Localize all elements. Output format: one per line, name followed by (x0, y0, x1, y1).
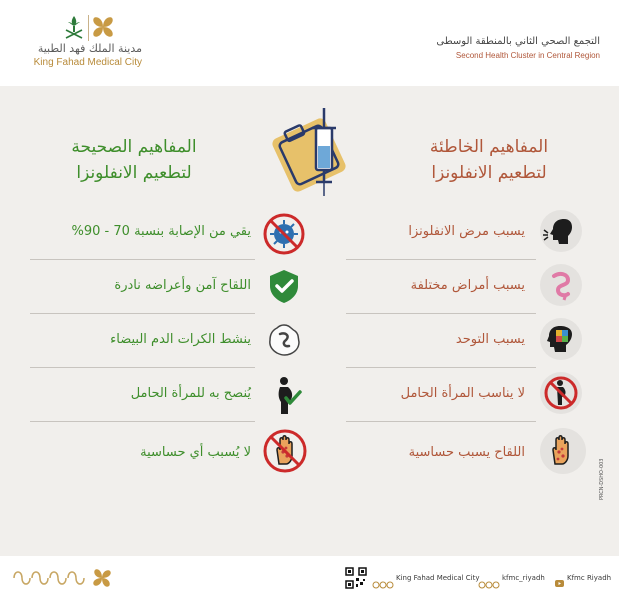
correct-text-5: لا يُسبب أي حساسية (140, 445, 251, 460)
footer-pattern (10, 566, 120, 590)
cluster-name-ar: التجمع الصحي الثاني بالمنطقة الوسطى (436, 36, 600, 47)
misconceptions-title-line1: المفاهيم الخاطئة (429, 137, 549, 157)
cluster-name-en: Second Health Cluster in Central Region (455, 51, 600, 60)
puzzle-head-icon (540, 318, 582, 360)
correct-text-4: يُنصح به للمرأة الحامل (130, 386, 251, 401)
no-pregnant-icon (540, 372, 582, 414)
misconception-text-5: اللقاح يسبب حساسية (408, 445, 525, 460)
row-divider (30, 259, 255, 260)
row-divider (346, 259, 536, 260)
correct-text-1: يقي من الإصابة بنسبة 70 - 90% (71, 224, 251, 239)
pregnant-check-icon (268, 374, 304, 418)
cluster-logo (380, 36, 600, 66)
youtube-icon (555, 573, 564, 582)
shield-check-icon (264, 266, 304, 306)
sneezing-head-icon (540, 210, 582, 252)
misconception-text-1: يسبب مرض الانفلونزا (408, 224, 525, 239)
social-icons-handle (478, 574, 500, 593)
no-allergy-icon (262, 428, 308, 474)
allergy-hand-icon (540, 428, 586, 474)
kfmc-logo (22, 14, 142, 70)
no-virus-icon (262, 212, 306, 256)
row-divider (30, 421, 255, 422)
vaccine-syringe-icon (266, 100, 366, 200)
saudi-emblem-icon (62, 14, 86, 40)
social-media-icons (478, 581, 500, 589)
footer-riyadh: Kfmc Riyadh (567, 574, 612, 582)
qr-code (345, 567, 367, 589)
correct-title-line1: المفاهيم الصحيحة (71, 137, 197, 157)
logo-divider (88, 15, 89, 41)
footer-kfmc-label: King Fahad Medical City (396, 574, 480, 582)
row-divider (30, 313, 255, 314)
footer-handle: kfmc_riyadh (502, 574, 545, 582)
correct-text-3: ينشط الكرات الدم البيضاء (110, 332, 251, 347)
misconceptions-title-line2: لتطعيم الانفلونزا (431, 163, 547, 183)
web-icons (372, 581, 394, 589)
row-divider (346, 367, 536, 368)
kfmc-name-en: King Fahad Medical City (33, 57, 142, 68)
row-divider (30, 367, 255, 368)
misconception-text-3: يسبب التوحد (455, 332, 525, 347)
correct-text-2: اللقاح آمن وأعراضه نادرة (114, 278, 251, 293)
kfmc-name-ar: مدينة الملك فهد الطبية (37, 42, 142, 55)
misconception-text-4: لا يناسب المرأة الحامل (400, 386, 525, 401)
white-blood-cell-icon (264, 320, 304, 360)
social-icons-kfmc (372, 574, 394, 593)
kfmc-flower-icon (90, 14, 116, 40)
row-divider (346, 313, 536, 314)
row-divider (346, 421, 536, 422)
correct-title-line2: لتطعيم الانفلونزا (76, 163, 192, 183)
intestine-icon (540, 264, 582, 306)
misconception-text-2: يسبب أمراض مختلفة (410, 278, 525, 293)
document-code: PRCN-DSHO-003 (599, 458, 605, 500)
